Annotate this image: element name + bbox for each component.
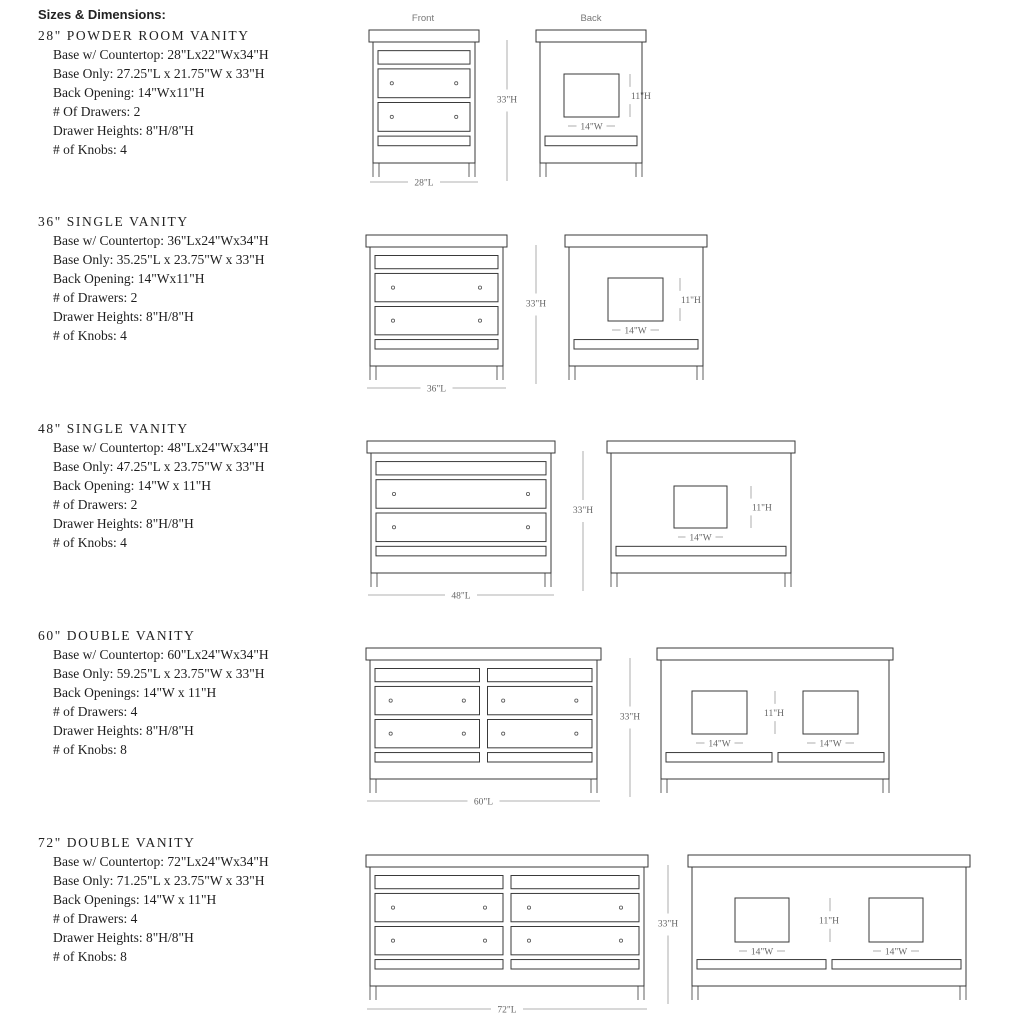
opening-width-label: 14"W [580,122,603,133]
bottom-rail [511,960,639,969]
length-label: 72"L [497,1005,517,1016]
opening-height-label: 11"H [752,503,772,514]
spec-line: Base w/ Countertop: 72"Lx24"Wx34"H [53,854,269,869]
page-heading: Sizes & Dimensions: [38,7,166,22]
spec-line: # of Drawers: 2 [53,497,138,512]
top-drawer [375,876,503,889]
length-label: 48"L [451,591,471,602]
back-opening [803,691,858,734]
knob-icon [392,492,395,495]
back-shelf [832,960,961,969]
spec-line: Base w/ Countertop: 28"Lx22"Wx34"H [53,47,269,62]
back-view-countertop [607,441,795,453]
spec-line: Drawer Heights: 8"H/8"H [53,930,194,945]
knob-icon [391,319,394,322]
top-drawer [511,876,639,889]
back-opening [692,691,747,734]
knob-icon [390,82,393,85]
height-label: 33"H [496,95,518,106]
spec-line: Base Only: 27.25"L x 21.75"W x 33"H [53,66,265,81]
knob-icon [391,906,394,909]
back-opening [564,74,619,117]
top-drawer [375,256,498,269]
opening-height-label: 11"H [681,296,701,306]
spec-line: Base w/ Countertop: 48"Lx24"Wx34"H [53,440,269,455]
spec-line: # of Knobs: 4 [53,328,127,343]
knob-icon [575,732,578,735]
spec-line: Back Opening: 14"Wx11"H [53,85,205,100]
spec-line: Drawer Heights: 8"H/8"H [53,123,194,138]
knob-icon [575,699,578,702]
back-shelf [616,546,786,556]
bottom-rail [375,960,503,969]
knob-icon [462,699,465,702]
front-view-label: Front [411,13,435,24]
knob-icon [391,286,394,289]
spec-line: Back Opening: 14"W x 11"H [53,478,211,493]
back-shelf [666,753,772,762]
length-label: 60"L [473,797,494,808]
front-view-countertop [366,235,507,247]
top-drawer [488,669,593,682]
height-label: 33"H [525,299,547,310]
spec-line: Base w/ Countertop: 36"Lx24"Wx34"H [53,233,269,248]
knob-icon [389,732,392,735]
spec-line: Base Only: 35.25"L x 23.75"W x 33"H [53,252,265,267]
knob-icon [619,906,622,909]
opening-height-label: 11"H [819,916,839,927]
front-view-countertop [367,441,555,453]
spec-line: # Of Drawers: 2 [53,104,141,119]
knob-icon [483,939,486,942]
opening-height-label: 11"H [764,709,784,719]
spec-line: Drawer Heights: 8"H/8"H [53,516,194,531]
knob-icon [527,939,530,942]
knob-icon [526,492,529,495]
length-label: 36"L [426,384,447,395]
knob-icon [483,906,486,909]
back-opening [674,486,727,528]
spec-line: Back Openings: 14"W x 11"H [53,892,217,907]
bottom-rail [375,753,480,762]
back-view-label: Back [580,13,602,24]
height-label: 33"H [619,712,641,723]
spec-title: 28" POWDER ROOM VANITY [38,28,250,43]
knob-icon [502,699,505,702]
back-shelf [574,340,698,349]
front-view-countertop [366,648,601,660]
bottom-rail [378,136,470,146]
back-view-countertop [688,855,970,867]
knob-icon [392,526,395,529]
back-shelf [545,136,637,146]
opening-height-label: 11"H [631,92,651,102]
back-view-countertop [536,30,646,42]
spec-title: 72" DOUBLE VANITY [38,835,196,850]
top-drawer [378,51,470,64]
height-label: 33"H [572,506,594,516]
back-opening [608,278,663,321]
knob-icon [527,906,530,909]
spec-title: 60" DOUBLE VANITY [38,628,196,643]
spec-line: # of Drawers: 2 [53,290,138,305]
spec-line: # of Knobs: 4 [53,142,127,157]
knob-icon [526,526,529,529]
spec-line: # of Knobs: 4 [53,535,127,550]
bottom-rail [488,753,593,762]
drawer [376,480,546,509]
knob-icon [391,939,394,942]
spec-line: Base w/ Countertop: 60"Lx24"Wx34"H [53,647,269,662]
spec-line: # of Drawers: 4 [53,911,138,926]
front-view-countertop [366,855,648,867]
spec-line: Drawer Heights: 8"H/8"H [53,723,194,738]
spec-line: # of Knobs: 8 [53,949,127,964]
spec-line: Base Only: 59.25"L x 23.75"W x 33"H [53,666,265,681]
drawer [376,513,546,542]
back-view-countertop [565,235,707,247]
spec-line: # of Knobs: 8 [53,742,127,757]
top-drawer [375,669,480,682]
knob-icon [478,319,481,322]
opening-width-label: 14"W [819,739,842,750]
back-opening [735,898,789,942]
top-drawer [376,462,546,475]
knob-icon [478,286,481,289]
spec-line: # of Drawers: 4 [53,704,138,719]
height-label: 33"H [657,919,679,930]
spec-line: Base Only: 71.25"L x 23.75"W x 33"H [53,873,265,888]
knob-icon [389,699,392,702]
back-view-countertop [657,648,893,660]
knob-icon [462,732,465,735]
knob-icon [390,115,393,118]
length-label: 28"L [414,178,434,189]
spec-title: 48" SINGLE VANITY [38,421,189,436]
bottom-rail [376,546,546,556]
spec-line: Back Opening: 14"Wx11"H [53,271,205,286]
opening-width-label: 14"W [708,739,731,750]
back-shelf [778,753,884,762]
knob-icon [619,939,622,942]
opening-width-label: 14"W [689,533,712,544]
opening-width-label: 14"W [884,947,908,958]
back-shelf [697,960,826,969]
back-opening [869,898,923,942]
spec-line: Drawer Heights: 8"H/8"H [53,309,194,324]
knob-icon [502,732,505,735]
knob-icon [455,82,458,85]
opening-width-label: 14"W [750,947,774,958]
bottom-rail [375,340,498,349]
knob-icon [455,115,458,118]
spec-title: 36" SINGLE VANITY [38,214,189,229]
opening-width-label: 14"W [624,326,647,337]
spec-line: Back Openings: 14"W x 11"H [53,685,217,700]
front-view-countertop [369,30,479,42]
spec-line: Base Only: 47.25"L x 23.75"W x 33"H [53,459,265,474]
